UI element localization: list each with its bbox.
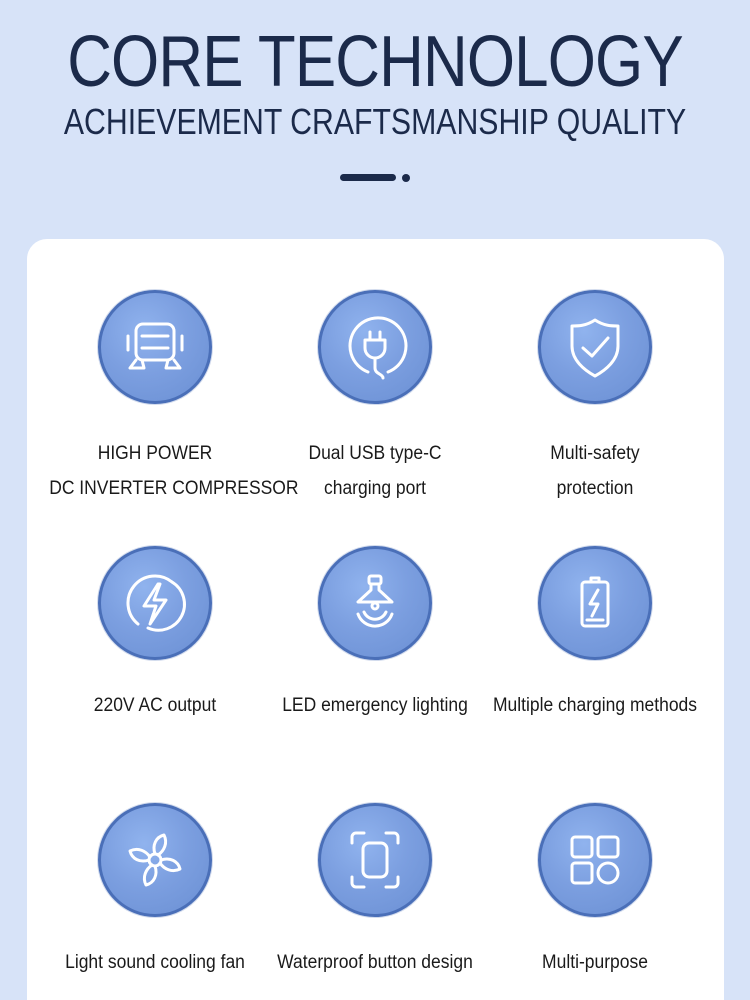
- feature-waterproof-button: [260, 803, 490, 980]
- divider-dot: [402, 174, 410, 182]
- title-divider: [340, 173, 410, 183]
- feature-label: HIGH POWER: [97, 443, 213, 464]
- feature-label: Multi-safety: [550, 443, 640, 464]
- feature-label: charging port: [323, 478, 427, 499]
- feature-usb-port: [260, 290, 490, 506]
- page-subtitle: ACHIEVEMENT CRAFTSMANSHIP QUALITY: [63, 101, 687, 142]
- battery-icon: [538, 546, 652, 660]
- feature-charging-methods: [480, 546, 710, 723]
- features-card: [27, 239, 724, 1000]
- feature-safety: [480, 290, 710, 506]
- button-icon: [318, 803, 432, 917]
- feature-label: Waterproof button design: [277, 952, 473, 973]
- feature-label: Multi-purpose: [542, 952, 648, 973]
- feature-led-lighting: [260, 546, 490, 723]
- feature-label: DC INVERTER COMPRESSOR: [49, 478, 299, 499]
- feature-multi-purpose: [480, 803, 710, 980]
- header: [0, 0, 750, 240]
- feature-label: LED emergency lighting: [282, 695, 468, 716]
- shield-check-icon: [538, 290, 652, 404]
- lightning-icon: [98, 546, 212, 660]
- feature-compressor: [40, 290, 299, 506]
- feature-label: Dual USB type-C: [308, 443, 442, 464]
- feature-ac-output: [40, 546, 270, 723]
- divider-bar: [340, 174, 396, 181]
- lamp-icon: [318, 546, 432, 660]
- feature-label: protection: [556, 478, 634, 499]
- page-title: CORE TECHNOLOGY: [67, 22, 683, 102]
- feature-label: 220V AC output: [93, 695, 217, 716]
- feature-label: Light sound cooling fan: [65, 952, 245, 973]
- grid-icon: [538, 803, 652, 917]
- feature-label: Multiple charging methods: [492, 695, 698, 716]
- feature-cooling-fan: [40, 803, 270, 980]
- fan-icon: [98, 803, 212, 917]
- compressor-icon: [98, 290, 212, 404]
- plug-icon: [318, 290, 432, 404]
